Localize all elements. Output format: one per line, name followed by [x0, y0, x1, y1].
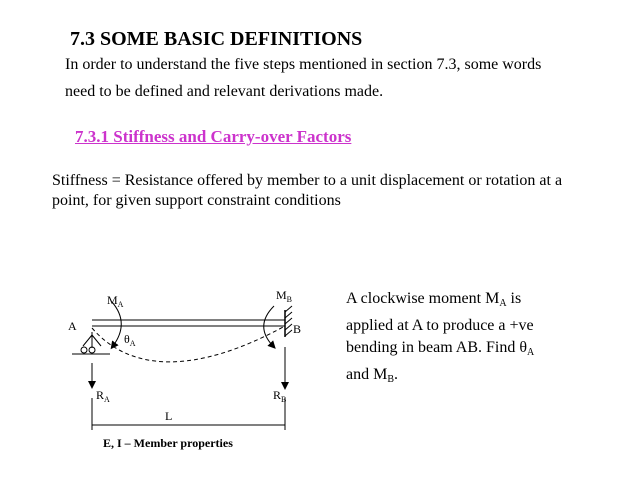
member-properties-caption: E, I – Member properties: [103, 436, 233, 450]
slide-title: 7.3 SOME BASIC DEFINITIONS: [70, 28, 363, 50]
description-line-1: A clockwise moment $M_A$ is: [346, 290, 522, 309]
pin-support-a: [72, 332, 110, 354]
label-l: L: [165, 409, 173, 423]
intro-line-2: need to be defined and relevant derivations made.: [65, 83, 384, 100]
label-b: B: [293, 322, 302, 336]
problem-description: [346, 288, 534, 391]
fixed-support-b: [285, 306, 292, 337]
description-line-2: applied at A to produce a +ve: [346, 317, 534, 334]
stiffness-definition-line-1: Stiffness = Resistance offered by member to a unit displacement or rotation at a: [52, 172, 563, 189]
description-line-3: bending in beam AB. Find $\theta_A$: [346, 339, 535, 358]
label-theta-a: $\theta_A$: [124, 332, 136, 348]
label-ma: $M_A$: [107, 293, 124, 309]
deflected-shape: [92, 326, 285, 362]
label-rb: $R_B$: [273, 388, 287, 404]
intro-line-1: In order to understand the five steps mentioned in section 7.3, some words: [65, 56, 542, 73]
label-mb: $M_B$: [276, 288, 293, 304]
section-subtitle: 7.3.1 Stiffness and Carry-over Factors: [75, 127, 352, 146]
description-line-4: and $M_B$.: [346, 366, 398, 385]
stiffness-definition-line-2: point, for given support constraint conditions: [52, 192, 341, 209]
label-ra: $R_A$: [96, 388, 110, 404]
label-a: A: [68, 319, 77, 333]
span-dimension: [92, 398, 285, 430]
